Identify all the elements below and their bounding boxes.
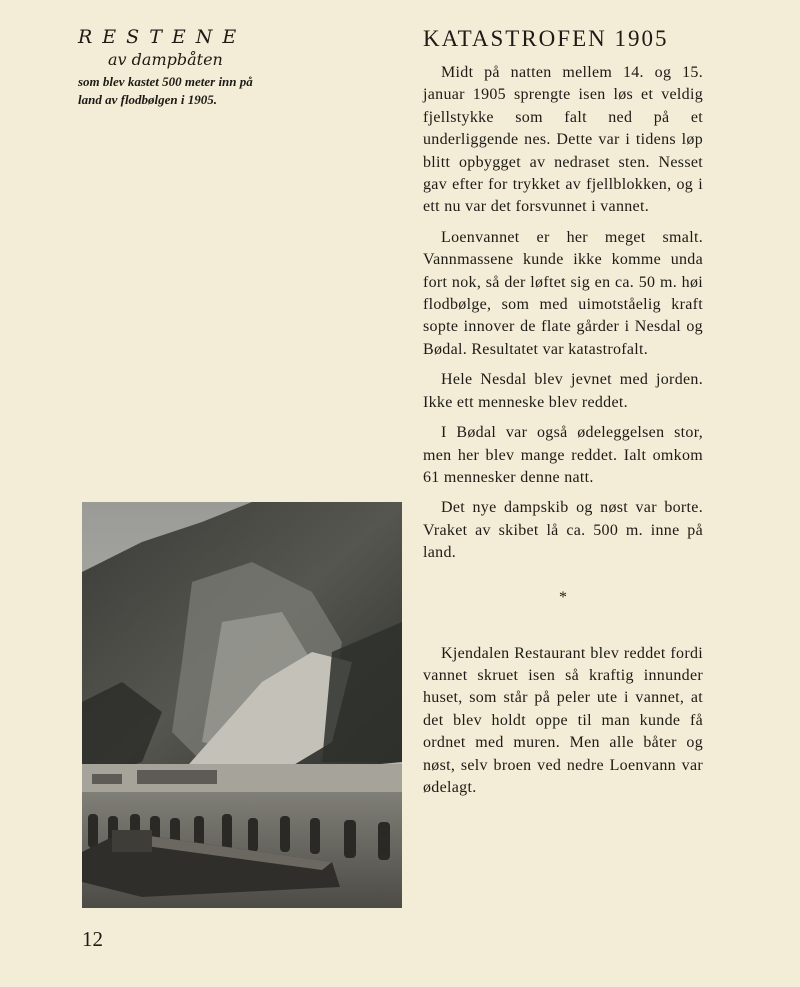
article-heading: KATASTROFEN 1905 bbox=[423, 26, 669, 51]
paragraph-4: I Bødal var også ødeleggelsen stor, men her blev mange reddet. Ialt omkom 61 mennesker denne natt. bbox=[423, 424, 703, 486]
caption-description: som blev kastet 500 meter inn på land av flodbølgen i 1905. bbox=[78, 74, 253, 107]
caption-title: RESTENE bbox=[78, 26, 247, 48]
paragraph-3: Hele Nesdal blev jevnet med jorden. Ikke ett menneske blev reddet. bbox=[423, 371, 703, 411]
caption-subtitle: av dampbåten bbox=[108, 50, 223, 69]
paragraph-2: Loenvannet er her meget smalt. Vannmassene kunde ikke komme unda fort nok, så der løftet sig en ca. 50 m. høi flodbølge, som med uimotståelig kraft sopte innover de flate gårder i Nesdal og Bødal. Resultatet var katastrofalt. bbox=[423, 228, 703, 358]
photo-caption bbox=[78, 26, 268, 109]
page-number: 12 bbox=[82, 927, 103, 951]
article-column bbox=[423, 26, 703, 807]
closing-paragraph: Kjendalen Restaurant blev reddet fordi vannet skruet isen så kraftig innunder huset, som står på peler ute i vannet, at det blev holdt oppe til man kunde få ordnet med muren. Men alle båter og nøst, selv broen ved nedre Loenvann var ødelagt. bbox=[423, 644, 703, 796]
paragraph-5: Det nye dampskib og nøst var borte. Vraket av skibet lå ca. 500 m. inne på land. bbox=[423, 499, 703, 562]
section-separator: * bbox=[559, 588, 567, 606]
paragraph-1: Midt på natten mellem 14. og 15. januar 1905 sprengte isen løs et veldig fjellstykke som falt ned på et underliggende nes. Dette var i tidens løp blitt opbygget av nedraset sten. Nesset gav efter for trykket av fjellblokken, og i ett nu var det forsvunnet i vannet. bbox=[423, 64, 703, 216]
shipwreck-photo bbox=[82, 502, 402, 908]
